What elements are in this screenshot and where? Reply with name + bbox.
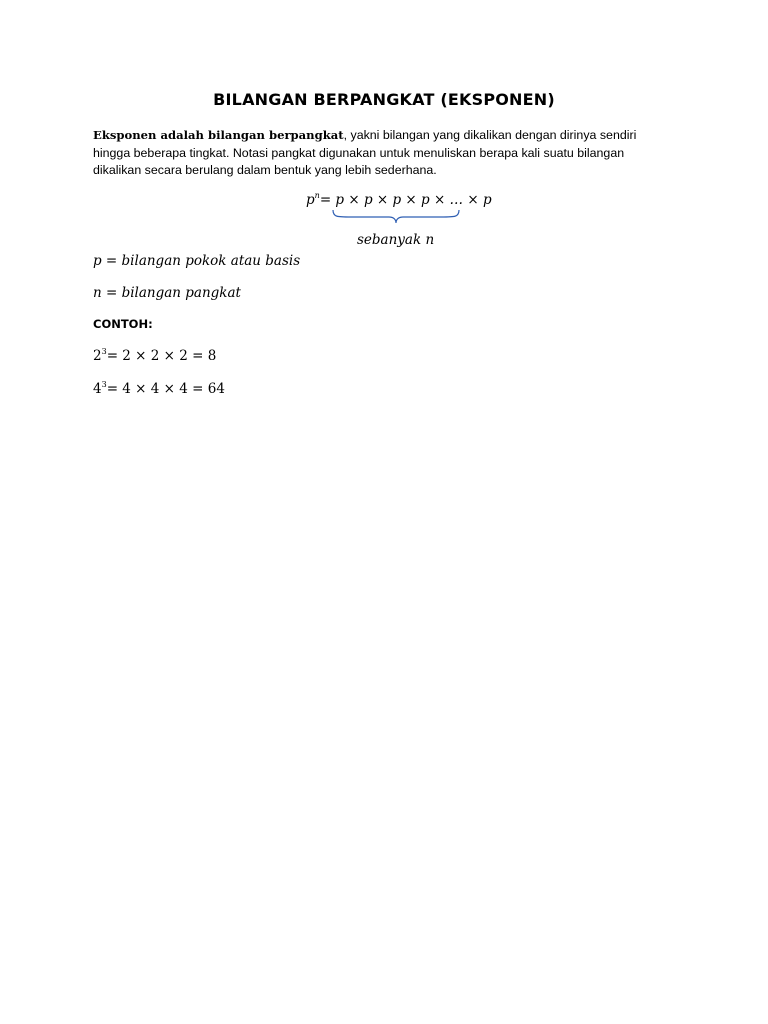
formula-exponent: n	[314, 191, 320, 200]
definition-p	[93, 253, 300, 269]
example-1	[93, 348, 216, 364]
exponent-formula	[306, 192, 492, 208]
intro-line3-text: dikalikan secara berulang dalam bentuk yang lebih sederhana.	[93, 163, 437, 177]
intro-line2-text: hingga beberapa tingkat. Notasi pangkat digunakan untuk menuliskan berapa kali suatu bilangan	[93, 145, 625, 160]
definition-n-text: n = bilangan pangkat	[93, 285, 241, 301]
example-2-rhs: = 4 × 4 × 4 = 64	[106, 381, 225, 397]
document-title: BILANGAN BERPANGKAT (EKSPONEN)	[213, 90, 555, 109]
intro-bold-term: Eksponen adalah bilangan berpangkat	[93, 128, 344, 142]
example-2	[93, 381, 225, 397]
intro-paragraph	[93, 127, 693, 180]
formula-rhs: = p × p × p × p × … × p	[319, 192, 492, 208]
underbrace-icon	[331, 208, 461, 226]
formula-base: p	[306, 192, 315, 208]
intro-line1-text: , yakni bilangan yang dikalikan dengan dirinya sendiri	[343, 128, 637, 142]
underbrace-label-text: sebanyak n	[357, 232, 435, 248]
definition-p-text: p = bilangan pokok atau basis	[93, 253, 301, 269]
example-1-rhs: = 2 × 2 × 2 = 8	[106, 348, 217, 364]
example-2-exponent: 3	[101, 380, 107, 389]
underbrace-label	[357, 232, 434, 248]
example-2-base: 4	[93, 381, 102, 397]
definition-n	[93, 285, 241, 301]
example-1-exponent: 3	[101, 347, 107, 356]
example-heading: CONTOH:	[93, 317, 153, 331]
example-1-base: 2	[93, 348, 102, 364]
